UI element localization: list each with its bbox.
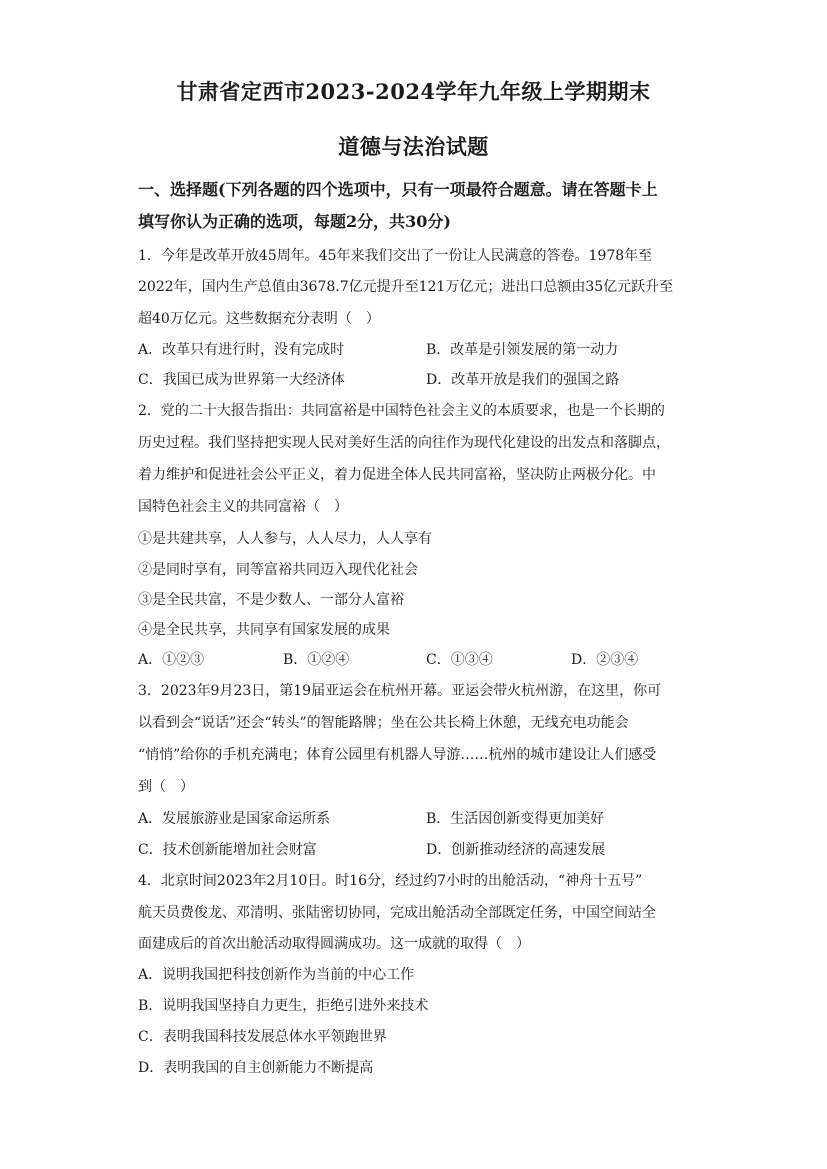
question-stem-line: 国特色社会主义的共同富裕（ ） — [138, 499, 348, 515]
question-stem-line: 历史过程。我们坚持把实现人民对美好生活的向往作为现代化建设的出发点和落脚点， — [138, 435, 670, 451]
option-a[interactable]: A．发展旅游业是国家命运所系 — [138, 811, 331, 827]
option-c[interactable]: C．我国已成为世界第一大经济体 — [138, 372, 345, 388]
option-a[interactable]: A．①②③ — [138, 652, 205, 668]
question-stem-line: “悄悄”给你的手机充满电；体育公园里有机器人导游……杭州的城市建设让人们感受 — [138, 747, 657, 763]
question-stem-line: 到（ ） — [138, 779, 194, 795]
option-b[interactable]: B．生活因创新变得更加美好 — [426, 811, 605, 827]
statement-item: ②是同时享有，同等富裕共同迈入现代化社会 — [138, 562, 418, 578]
option-c[interactable]: C．表明我国科技发展总体水平领跑世界 — [138, 1029, 387, 1045]
option-d[interactable]: D．表明我国的自主创新能力不断提高 — [138, 1060, 374, 1076]
question-stem-line: 面建成后的首次出舱活动取得圆满成功。这一成就的取得（ ） — [138, 936, 530, 952]
question-stem-line: 2．党的二十大报告指出：共同富裕是中国特色社会主义的本质要求，也是一个长期的 — [138, 403, 665, 419]
statement-item: ④是全民共享，共同享有国家发展的成果 — [138, 622, 390, 638]
question-stem-line: 1．今年是改革开放45周年。45年来我们交出了一份让人民满意的答卷。1978年至 — [138, 248, 653, 264]
section-heading-line: 填写你认为正确的选项，每题2分，共30分) — [138, 212, 451, 231]
statement-item: ①是共建共享，人人参与，人人尽力，人人享有 — [138, 531, 432, 547]
question-stem-line: 航天员费俊龙、邓清明、张陆密切协同，完成出舱活动全部既定任务，中国空间站全 — [138, 905, 656, 921]
question-stem-line: 4．北京时间2023年2月10日。时16分，经过约7小时的出舱活动，“神舟十五号” — [138, 873, 643, 889]
section-heading-line: 一、选择题(下列各题的四个选项中，只有一项最符合题意。请在答题卡上 — [138, 180, 658, 199]
question-stem-line: 2022年，国内生产总值由3678.7亿元提升至121万亿元；进出口总额由35亿元跃升至 — [138, 279, 674, 295]
question-stem-line: 着力维护和促进社会公平正义，着力促进全体人民共同富裕，坚决防止两极分化。中 — [138, 467, 656, 483]
option-a[interactable]: A．改革只有进行时，没有完成时 — [138, 342, 345, 358]
option-d[interactable]: D．②③④ — [571, 652, 639, 668]
option-c[interactable]: C．技术创新能增加社会财富 — [138, 842, 317, 858]
option-c[interactable]: C．①③④ — [426, 652, 493, 668]
exam-title: 甘肃省定西市2023-2024学年九年级上学期期末 — [176, 79, 651, 104]
option-b[interactable]: B．说明我国坚持自力更生，拒绝引进外来技术 — [138, 998, 429, 1014]
option-d[interactable]: D．改革开放是我们的强国之路 — [426, 372, 620, 388]
option-a[interactable]: A．说明我国把科技创新作为当前的中心工作 — [138, 967, 415, 983]
statement-item: ③是全民共富，不是少数人、一部分人富裕 — [138, 592, 404, 608]
option-d[interactable]: D．创新推动经济的高速发展 — [426, 842, 606, 858]
option-b[interactable]: B．①②④ — [283, 652, 350, 668]
option-b[interactable]: B．改革是引领发展的第一动力 — [426, 342, 619, 358]
question-stem-line: 超40万亿元。这些数据充分表明（ ） — [138, 311, 380, 327]
question-stem-line: 以看到会“说话”还会“转头”的智能路牌；坐在公共长椅上休憩，无线充电功能会 — [138, 715, 629, 731]
exam-subtitle: 道德与法治试题 — [338, 134, 489, 159]
section-heading — [138, 174, 698, 238]
question-stem-line: 3．2023年9月23日，第19届亚运会在杭州开幕。亚运会带火杭州游，在这里，你可 — [138, 683, 662, 699]
